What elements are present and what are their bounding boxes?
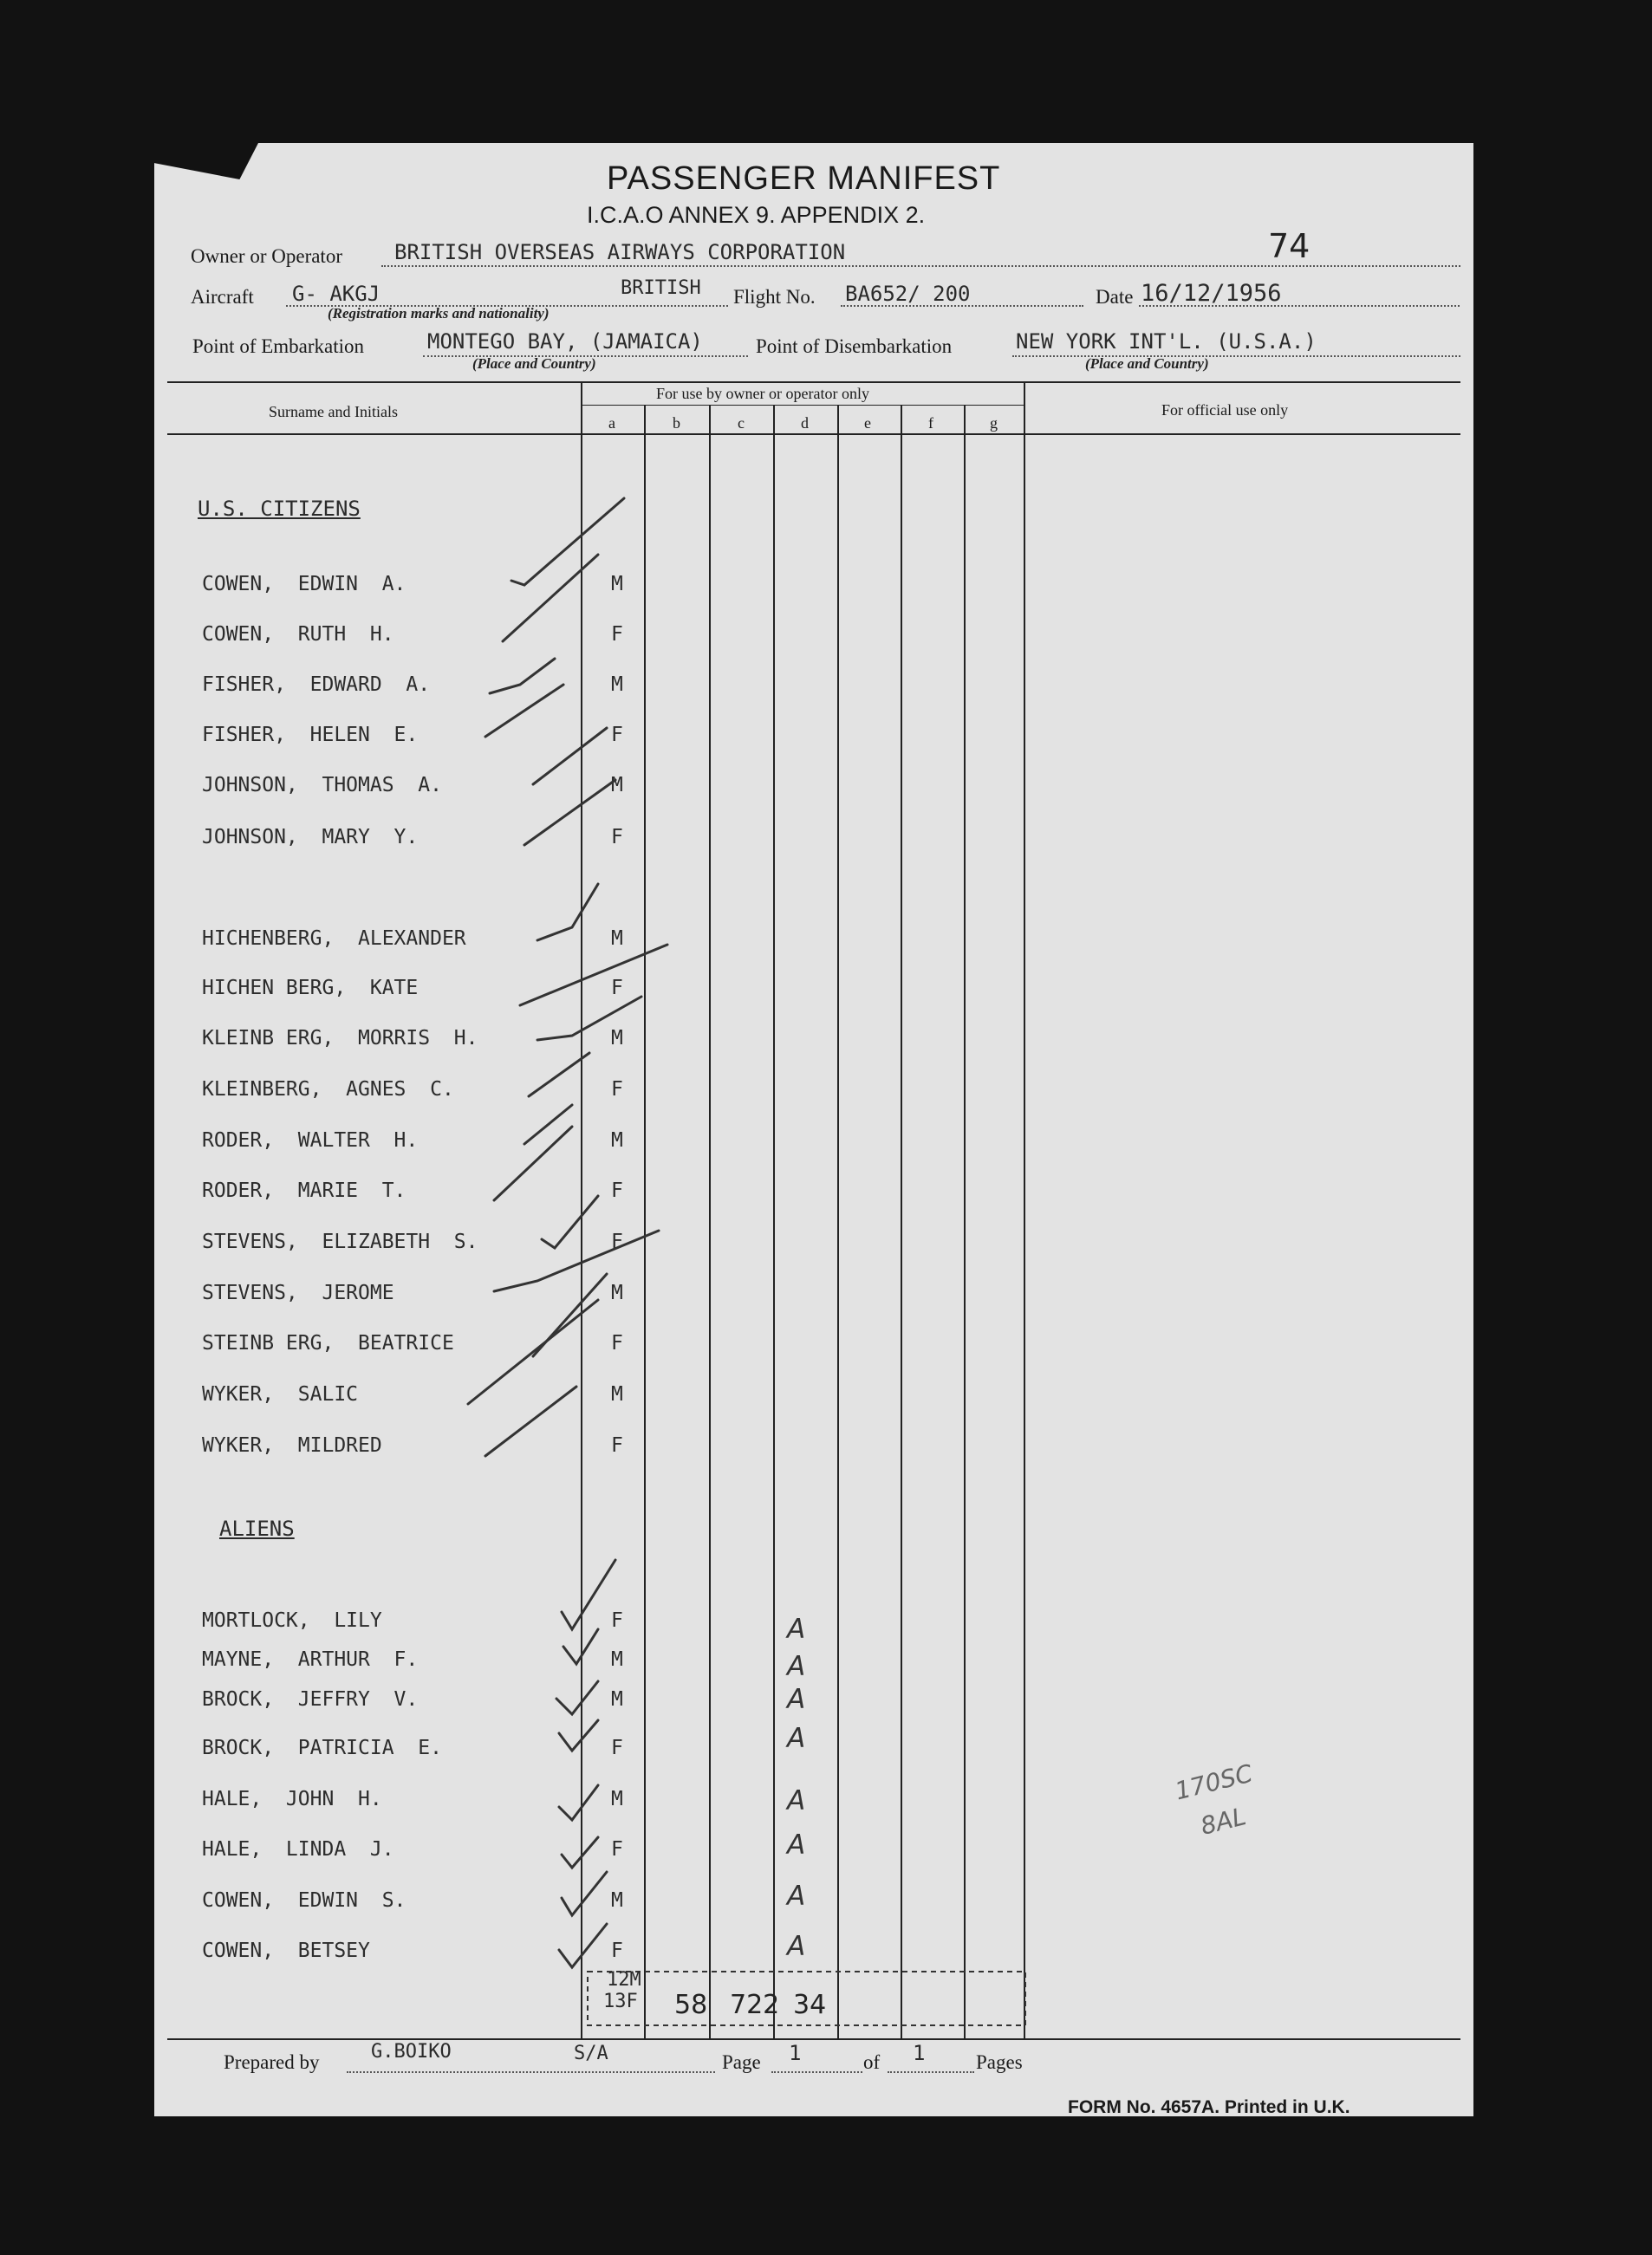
surname-column-header: Surname and Initials: [269, 403, 398, 420]
disembarkation-value: NEW YORK INT'L. (U.S.A.): [1016, 329, 1317, 354]
page-subtitle: I.C.A.O ANNEX 9. APPENDIX 2.: [587, 202, 926, 228]
passenger-name: HICHEN BERG, KATE: [202, 977, 419, 999]
operator-columns-header: For use by owner or operator only: [656, 385, 869, 402]
passenger-sex: F: [611, 1078, 623, 1101]
subcol-e: e: [864, 414, 871, 432]
passenger-mark: A: [787, 1785, 806, 1816]
flight-number-label: Flight No.: [733, 286, 816, 308]
passenger-name: HALE, LINDA J.: [202, 1838, 394, 1861]
subcol-f: f: [928, 414, 933, 432]
passenger-sex: F: [611, 1179, 623, 1202]
page-label: Page: [722, 2051, 761, 2073]
date-value: 16/12/1956: [1141, 280, 1282, 307]
passenger-name: JOHNSON, THOMAS A.: [202, 774, 442, 796]
passenger-sex: F: [611, 1838, 623, 1861]
passenger-mark: A: [787, 1931, 806, 1962]
date-label: Date: [1096, 286, 1134, 308]
prepared-dotted-line: [347, 2071, 715, 2073]
passenger-mark: A: [787, 1614, 806, 1645]
owner-operator-value: BRITISH OVERSEAS AIRWAYS CORPORATION: [394, 240, 846, 264]
disembarkation-note: (Place and Country): [1085, 355, 1209, 372]
subcol-b: b: [673, 414, 680, 432]
passenger-sex: F: [611, 724, 623, 746]
passenger-sex: M: [611, 1788, 623, 1810]
passenger-name: FISHER, HELEN E.: [202, 724, 419, 746]
total-a-male: 12M: [607, 1969, 641, 1991]
passenger-mark: A: [787, 1723, 806, 1754]
prepared-by-value: G.BOIKO: [371, 2041, 452, 2063]
passenger-name: JOHNSON, MARY Y.: [202, 826, 419, 848]
subcol-g: g: [990, 414, 998, 432]
prepared-by-suffix: S/A: [574, 2043, 608, 2064]
total-c: 722: [730, 1990, 780, 2020]
passenger-name: RODER, MARIE T.: [202, 1179, 406, 1202]
passenger-sex: M: [611, 1648, 623, 1671]
total-d: 34: [793, 1990, 827, 2020]
passenger-name: MORTLOCK, LILY: [202, 1609, 382, 1632]
page-value: 1: [789, 2041, 802, 2065]
passenger-sex: F: [611, 1434, 623, 1457]
aircraft-value: G- AKGJ: [292, 282, 380, 306]
passenger-sex: M: [611, 1688, 623, 1711]
passenger-name: WYKER, MILDRED: [202, 1434, 382, 1457]
passenger-mark: A: [787, 1829, 806, 1861]
passenger-sex: M: [611, 1383, 623, 1406]
subcol-a: a: [608, 414, 615, 432]
passenger-sex: M: [611, 927, 623, 950]
subcol-c: c: [738, 414, 745, 432]
registration-note: (Registration marks and nationality): [328, 305, 550, 322]
aircraft-label: Aircraft: [191, 286, 254, 308]
passenger-name: COWEN, RUTH H.: [202, 623, 394, 646]
embarkation-note: (Place and Country): [472, 355, 596, 372]
passenger-mark: A: [787, 1651, 806, 1682]
passenger-sex: M: [611, 1129, 623, 1152]
official-column-header: For official use only: [1161, 401, 1289, 419]
passenger-name: MAYNE, ARTHUR F.: [202, 1648, 419, 1671]
passenger-sex: F: [611, 1609, 623, 1632]
embarkation-value: MONTEGO BAY, (JAMAICA): [427, 329, 703, 354]
owner-operator-label: Owner or Operator: [191, 245, 342, 267]
passenger-sex: M: [611, 673, 623, 696]
passenger-name: WYKER, SALIC: [202, 1383, 359, 1406]
handwritten-page-number: 74: [1268, 227, 1311, 265]
passenger-sex: M: [611, 573, 623, 595]
passenger-name: RODER, WALTER H.: [202, 1129, 419, 1152]
passenger-sex: M: [611, 1027, 623, 1050]
passenger-mark: A: [787, 1881, 806, 1912]
pages-label: Pages: [976, 2051, 1023, 2073]
section-heading-aliens: ALIENS: [219, 1517, 295, 1541]
passenger-name: BROCK, JEFFRY V.: [202, 1688, 419, 1711]
passenger-sex: M: [611, 1889, 623, 1912]
passenger-sex: F: [611, 1737, 623, 1759]
prepared-by-label: Prepared by: [224, 2051, 320, 2073]
passenger-sex: F: [611, 1231, 623, 1253]
aircraft-nationality: BRITISH: [621, 277, 701, 299]
passenger-name: HALE, JOHN H.: [202, 1788, 382, 1810]
section-heading-us-citizens: U.S. CITIZENS: [198, 497, 361, 521]
passenger-name: STEVENS, JEROME: [202, 1282, 394, 1304]
passenger-name: KLEINB ERG, MORRIS H.: [202, 1027, 478, 1050]
passenger-name: BROCK, PATRICIA E.: [202, 1737, 442, 1759]
flight-number-value: BA652/ 200: [845, 282, 971, 306]
subcol-d: d: [801, 414, 809, 432]
passenger-name: COWEN, EDWIN S.: [202, 1889, 406, 1912]
page-title: PASSENGER MANIFEST: [607, 160, 1001, 197]
pencil-note-line2: 8AL: [1197, 1802, 1249, 1841]
passenger-sex: F: [611, 1940, 623, 1962]
form-number: FORM No. 4657A. Printed in U.K.: [1068, 2097, 1350, 2117]
passenger-name: FISHER, EDWARD A.: [202, 673, 431, 696]
of-label: of: [863, 2051, 881, 2073]
passenger-name: KLEINBERG, AGNES C.: [202, 1078, 454, 1101]
total-b: 58: [674, 1990, 708, 2020]
passenger-sex: M: [611, 1282, 623, 1304]
page-dotted-line: [771, 2071, 862, 2073]
of-dotted-line: [888, 2071, 974, 2073]
pencil-note-line1: 170SC: [1172, 1758, 1256, 1806]
passenger-sex: F: [611, 1332, 623, 1355]
embarkation-label: Point of Embarkation: [192, 335, 365, 357]
passenger-name: COWEN, BETSEY: [202, 1940, 370, 1962]
total-a-female: 13F: [603, 1991, 638, 2012]
passenger-name: HICHENBERG, ALEXANDER: [202, 927, 466, 950]
passenger-mark: A: [787, 1684, 806, 1715]
passenger-name: STEINB ERG, BEATRICE: [202, 1332, 454, 1355]
passenger-name: COWEN, EDWIN A.: [202, 573, 406, 595]
of-value: 1: [913, 2041, 926, 2065]
passenger-sex: M: [611, 774, 623, 796]
passenger-sex: F: [611, 977, 623, 999]
passenger-sex: F: [611, 623, 623, 646]
disembarkation-label: Point of Disembarkation: [756, 335, 953, 357]
passenger-name: STEVENS, ELIZABETH S.: [202, 1231, 478, 1253]
passenger-sex: F: [611, 826, 623, 848]
